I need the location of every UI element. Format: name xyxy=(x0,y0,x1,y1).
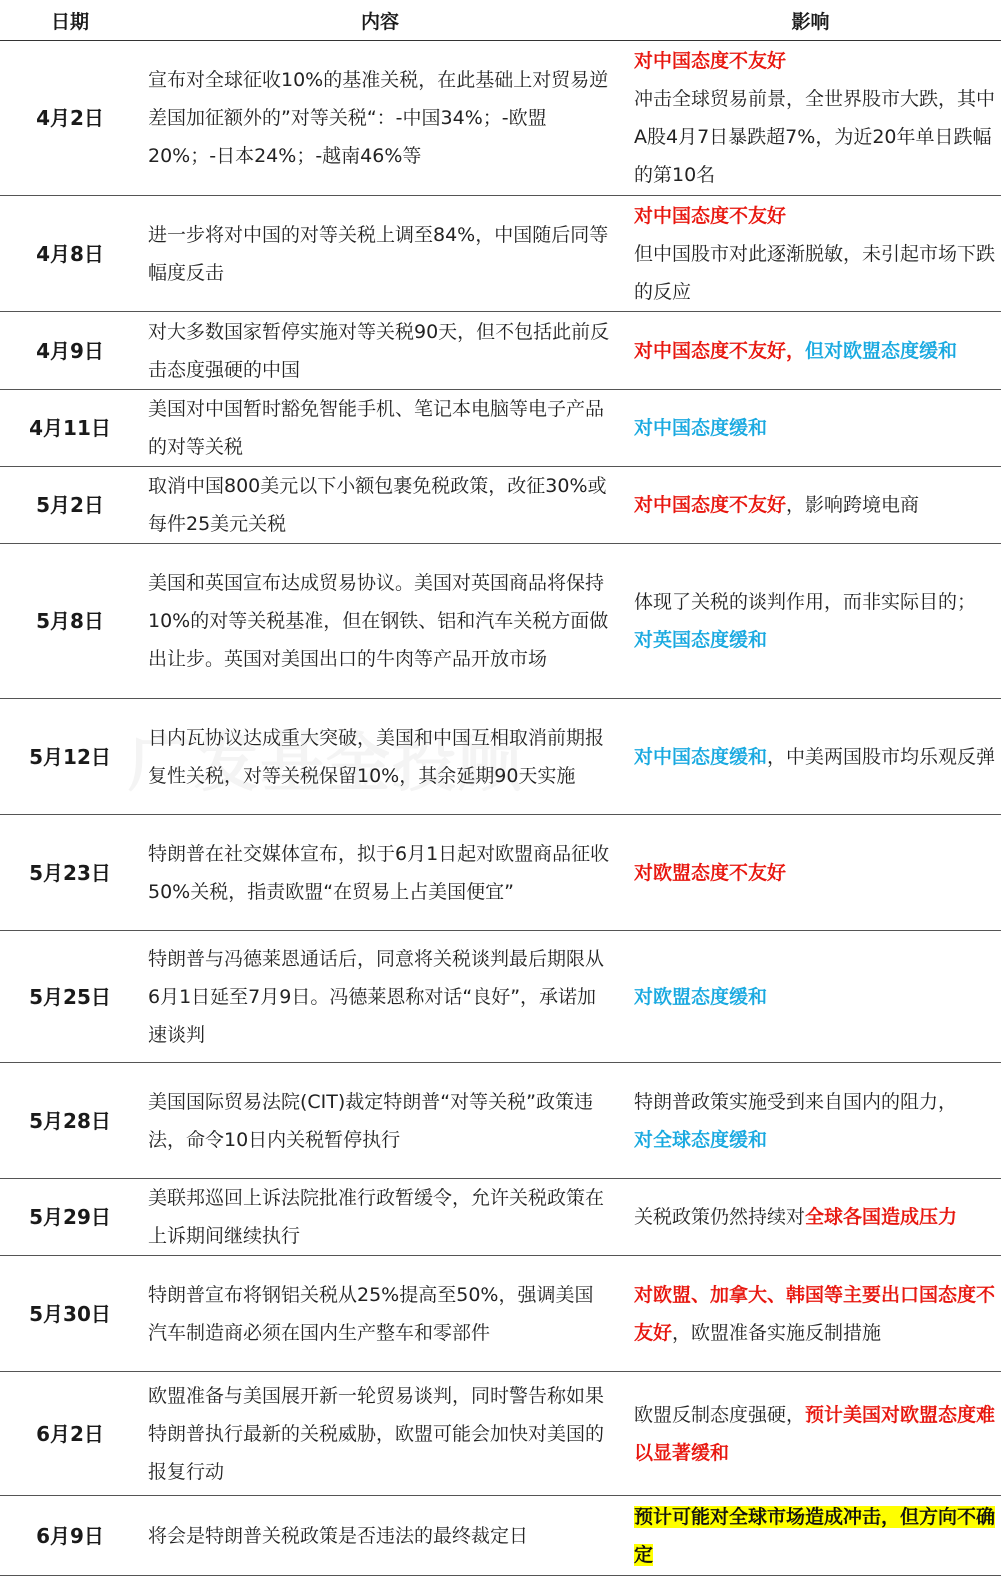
row-content: 特朗普在社交媒体宣布，拟于6月1日起对欧盟商品征收50%关税，指责欧盟“在贸易上占美国便宜” xyxy=(140,815,620,931)
row-date: 5月8日 xyxy=(0,544,140,699)
impact-segment-red: 对中国态度不友好 xyxy=(634,50,787,72)
impact-segment-plain: 冲击全球贸易前景，全世界股市大跌，其中A股4月7日暴跌超7%，为近20年单日跌幅的第10名 xyxy=(634,88,996,186)
impact-segment-plain: 关税政策仍然持续对 xyxy=(634,1206,806,1228)
table-row xyxy=(0,312,1001,390)
table-row xyxy=(0,1179,1001,1256)
row-date: 4月8日 xyxy=(0,196,140,312)
header-date: 日期 xyxy=(0,0,140,41)
table-row xyxy=(0,196,1001,312)
row-impact xyxy=(620,41,1001,196)
impact-segment-plain: 特朗普政策实施受到来自国内的阻力， xyxy=(634,1090,958,1113)
row-date: 5月25日 xyxy=(0,931,140,1063)
row-date: 4月2日 xyxy=(0,41,140,196)
table-row xyxy=(0,544,1001,699)
row-impact xyxy=(620,1179,1001,1256)
row-impact xyxy=(620,1496,1001,1576)
table-body xyxy=(0,41,1001,1576)
impact-segment-blue: 对中国态度缓和 xyxy=(634,417,768,439)
impact-segment-red: 预计美国对欧盟态度难以显著缓和 xyxy=(634,1403,996,1464)
impact-segment-red: 对欧盟、加拿大、韩国等主要出口国态度不友好 xyxy=(634,1283,996,1344)
row-impact xyxy=(620,390,1001,467)
row-content: 取消中国800美元以下小额包裹免税政策，改征30%或每件25美元关税 xyxy=(140,467,620,544)
row-date: 5月28日 xyxy=(0,1063,140,1179)
row-content: 美国对中国暂时豁免智能手机、笔记本电脑等电子产品的对等关税 xyxy=(140,390,620,467)
header-content: 内容 xyxy=(140,0,620,41)
table-row xyxy=(0,815,1001,931)
impact-segment-red: 对中国态度不友好 xyxy=(634,494,787,516)
row-content: 美国和英国宣布达成贸易协议。美国对英国商品将保持10%的对等关税基准，但在钢铁、铝和汽车关税方面做出让步。英国对美国出口的牛肉等产品开放市场 xyxy=(140,544,620,699)
row-impact xyxy=(620,196,1001,312)
row-date: 5月23日 xyxy=(0,815,140,931)
row-impact xyxy=(620,1372,1001,1496)
impact-segment-red: 对欧盟态度不友好 xyxy=(634,861,787,884)
impact-segment-plain: ，中美两国股市均乐观反弹 xyxy=(767,745,996,768)
row-content: 美联邦巡回上诉法院批准行政暂缓令，允许关税政策在上诉期间继续执行 xyxy=(140,1179,620,1256)
row-impact xyxy=(620,1063,1001,1179)
row-content: 日内瓦协议达成重大突破，美国和中国互相取消前期报复性关税，对等关税保留10%，其余延期90天实施 xyxy=(140,699,620,815)
impact-segment-hl: 预计可能对全球市场造成冲击，但方向不确定 xyxy=(634,1505,996,1566)
row-content: 美国国际贸易法院(CIT)裁定特朗普“对等关税”政策违法，命令10日内关税暂停执行 xyxy=(140,1063,620,1179)
impact-segment-blue: 对全球态度缓和 xyxy=(634,1128,768,1151)
row-content: 将会是特朗普关税政策是否违法的最终裁定日 xyxy=(140,1496,620,1576)
row-date: 5月2日 xyxy=(0,467,140,544)
impact-segment-blue: 对欧盟态度缓和 xyxy=(634,985,768,1008)
row-impact xyxy=(620,312,1001,390)
row-date: 6月9日 xyxy=(0,1496,140,1576)
table-row xyxy=(0,1372,1001,1496)
row-content: 对大多数国家暂停实施对等关税90天，但不包括此前反击态度强硬的中国 xyxy=(140,312,620,390)
impact-segment-red: 对中国态度不友好， xyxy=(634,339,806,362)
impact-segment-blue: 对英国态度缓和 xyxy=(634,629,768,651)
table-row xyxy=(0,1496,1001,1576)
header-impact: 影响 xyxy=(620,0,1001,41)
row-impact xyxy=(620,931,1001,1063)
row-date: 4月9日 xyxy=(0,312,140,390)
header-row xyxy=(0,0,1001,41)
table-row xyxy=(0,931,1001,1063)
impact-segment-plain: ，影响跨境电商 xyxy=(786,494,920,516)
row-impact xyxy=(620,815,1001,931)
row-content: 宣布对全球征收10%的基准关税，在此基础上对贸易逆差国加征额外的”对等关税“：-中国34%；-欧盟20%；-日本24%；-越南46%等 xyxy=(140,41,620,196)
table-row xyxy=(0,1256,1001,1372)
row-impact xyxy=(620,1256,1001,1372)
table-row xyxy=(0,467,1001,544)
impact-segment-red: 对中国态度不友好 xyxy=(634,204,787,227)
impact-segment-plain: 体现了关税的谈判作用，而非实际目的； xyxy=(634,591,977,613)
table-row xyxy=(0,41,1001,196)
row-impact xyxy=(620,467,1001,544)
row-impact xyxy=(620,699,1001,815)
impact-segment-red: 全球各国造成压力 xyxy=(805,1206,958,1228)
impact-segment-plain: 但中国股市对此逐渐脱敏，未引起市场下跌的反应 xyxy=(634,242,996,303)
impact-segment-blue: 但对欧盟态度缓和 xyxy=(805,339,958,362)
impact-segment-plain: ，欧盟准备实施反制措施 xyxy=(672,1321,882,1344)
row-date: 6月2日 xyxy=(0,1372,140,1496)
row-content: 特朗普与冯德莱恩通话后，同意将关税谈判最后期限从6月1日延至7月9日。冯德莱恩称对话“良好”，承诺加速谈判 xyxy=(140,931,620,1063)
row-date: 4月11日 xyxy=(0,390,140,467)
table-row xyxy=(0,390,1001,467)
row-date: 5月30日 xyxy=(0,1256,140,1372)
row-date: 5月12日 xyxy=(0,699,140,815)
row-impact xyxy=(620,544,1001,699)
row-content: 特朗普宣布将钢铝关税从25%提高至50%，强调美国汽车制造商必须在国内生产整车和零部件 xyxy=(140,1256,620,1372)
impact-segment-blue: 对中国态度缓和 xyxy=(634,745,768,768)
table-row xyxy=(0,1063,1001,1179)
table-row xyxy=(0,699,1001,815)
row-date: 5月29日 xyxy=(0,1179,140,1256)
row-content: 欧盟准备与美国展开新一轮贸易谈判，同时警告称如果特朗普执行最新的关税威胁，欧盟可能会加快对美国的报复行动 xyxy=(140,1372,620,1496)
impact-segment-plain: 欧盟反制态度强硬， xyxy=(634,1403,806,1426)
row-content: 进一步将对中国的对等关税上调至84%，中国随后同等幅度反击 xyxy=(140,196,620,312)
